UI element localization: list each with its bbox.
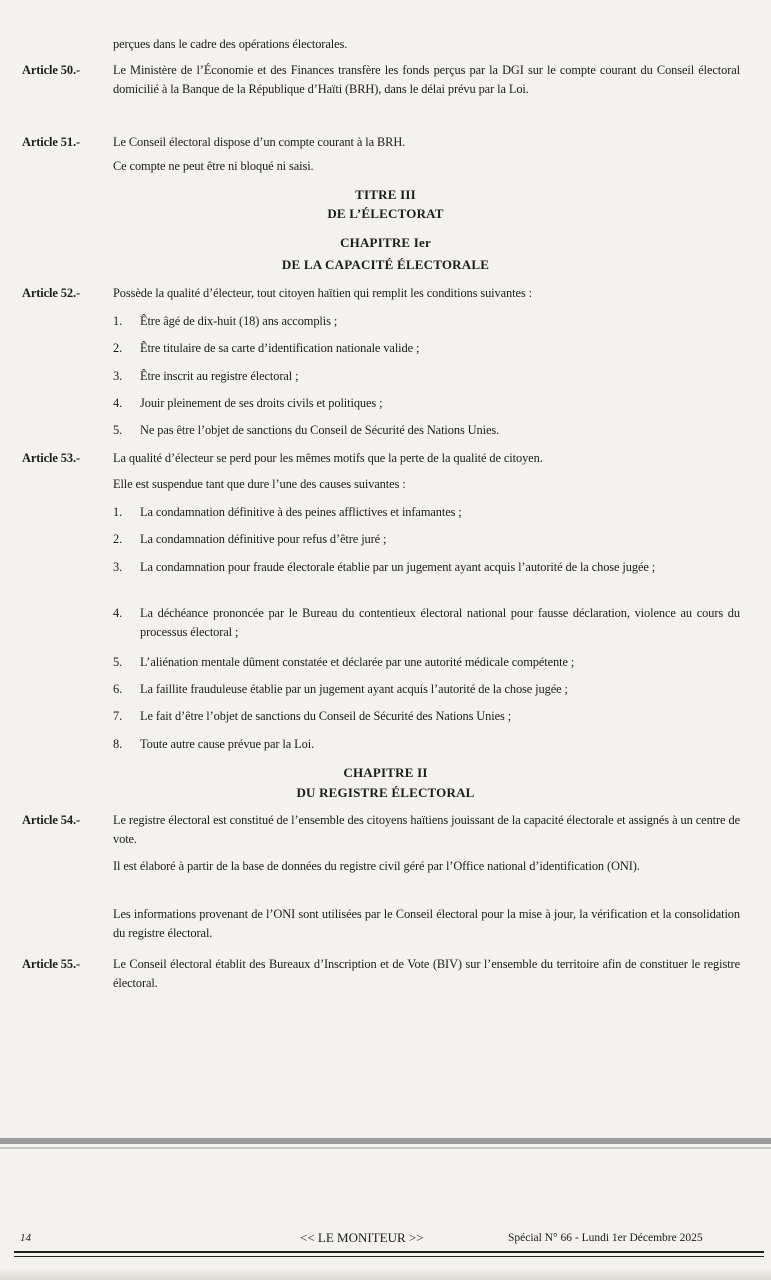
article-53-item: 6. La faillite frauduleuse établie par un jugement ayant acquis l’autorité de la chose jugée ;: [113, 682, 568, 696]
article-50-label: Article 50.-: [22, 63, 80, 77]
article-50-text: Le Ministère de l’Économie et des Finances transfère les fonds perçus par la DGI sur le compte courant du Conseil électoral domicilié à la Banque de la République d’Haïti (BRH), dans le délai prévu par la Loi.: [113, 63, 740, 96]
article-51-label: Article 51.-: [22, 135, 80, 149]
article-52-item: 5. Ne pas être l’objet de sanctions du Conseil de Sécurité des Nations Unies.: [113, 423, 500, 437]
chapitre-2-number: CHAPITRE II: [343, 765, 428, 780]
titre-3-title: DE L’ÉLECTORAT: [327, 206, 444, 221]
article-54-p2: Il est élaboré à partir de la base de données du registre civil géré par l’Office national d’identification (ONI).: [113, 859, 640, 873]
article-52-label: Article 52.-: [22, 286, 80, 300]
page-separator: [0, 1138, 771, 1144]
article-54-label: Article 54.-: [22, 813, 80, 827]
article-52-item: 1. Être âgé de dix-huit (18) ans accomplis ;: [113, 314, 338, 328]
footer-rule-thin: [14, 1256, 764, 1257]
article-52-item: 3. Être inscrit au registre électoral ;: [113, 369, 299, 383]
article-53-item: 1. La condamnation définitive à des peines afflictives et infamantes ;: [113, 505, 462, 519]
article-53-item: 3. La condamnation pour fraude électorale établie par un jugement ayant acquis l’autorité de la chose jugée ;: [113, 560, 656, 574]
page-separator-thin: [0, 1147, 771, 1149]
article-55-label: Article 55.-: [22, 957, 80, 971]
chapitre-1-number: CHAPITRE Ier: [340, 235, 431, 250]
article-55-text: Le Conseil électoral établit des Bureaux d’Inscription et de Vote (BIV) sur l’ensemble du territoire afin de constituer le registre électoral.: [113, 957, 740, 990]
article-54-p3: Les informations provenant de l’ONI sont utilisées par le Conseil électoral pour la mise à jour, la vérification et la consolidation du registre électoral.: [113, 907, 740, 940]
publication-title: << LE MONITEUR >>: [300, 1230, 424, 1245]
article-53-item: 4. La déchéance prononcée par le Bureau du contentieux électoral national pour fausse déclaration, violence au cours du processus électoral ;: [113, 606, 740, 639]
issue-info: Spécial N° 66 - Lundi 1er Décembre 2025: [508, 1232, 703, 1244]
intro-line: perçues dans le cadre des opérations électorales.: [113, 37, 348, 51]
titre-3-number: TITRE III: [355, 187, 416, 202]
article-53-intro2: Elle est suspendue tant que dure l’une des causes suivantes :: [113, 477, 406, 491]
footer-rule: [14, 1251, 764, 1253]
article-51-p1: Le Conseil électoral dispose d’un compte courant à la BRH.: [113, 135, 406, 149]
next-page-edge: [0, 1268, 771, 1280]
article-53-intro: La qualité d’électeur se perd pour les mêmes motifs que la perte de la qualité de citoyen.: [113, 451, 543, 465]
chapitre-2-title: DU REGISTRE ÉLECTORAL: [296, 785, 475, 800]
article-52-item: 4. Jouir pleinement de ses droits civils et politiques ;: [113, 396, 383, 410]
article-53-item: 7. Le fait d’être l’objet de sanctions du Conseil de Sécurité des Nations Unies ;: [113, 709, 512, 723]
article-53-item: 5. L’aliénation mentale dûment constatée et déclarée par une autorité médicale compétente ;: [113, 655, 575, 669]
article-51-p2: Ce compte ne peut être ni bloqué ni saisi.: [113, 159, 314, 173]
article-52-item: 2. Être titulaire de sa carte d’identification nationale valide ;: [113, 341, 420, 355]
chapitre-1-title: DE LA CAPACITÉ ÉLECTORALE: [281, 257, 490, 272]
article-54-p1: Le registre électoral est constitué de l’ensemble des citoyens haïtiens jouissant de la capacité électorale et assignés à un centre de vote.: [113, 813, 740, 846]
article-53-label: Article 53.-: [22, 451, 80, 465]
article-53-item: 2. La condamnation définitive pour refus d’être juré ;: [113, 532, 387, 546]
article-52-intro: Possède la qualité d’électeur, tout citoyen haïtien qui remplit les conditions suivantes :: [113, 286, 532, 300]
article-53-item: 8. Toute autre cause prévue par la Loi.: [113, 737, 315, 751]
page-number: 14: [20, 1232, 31, 1244]
